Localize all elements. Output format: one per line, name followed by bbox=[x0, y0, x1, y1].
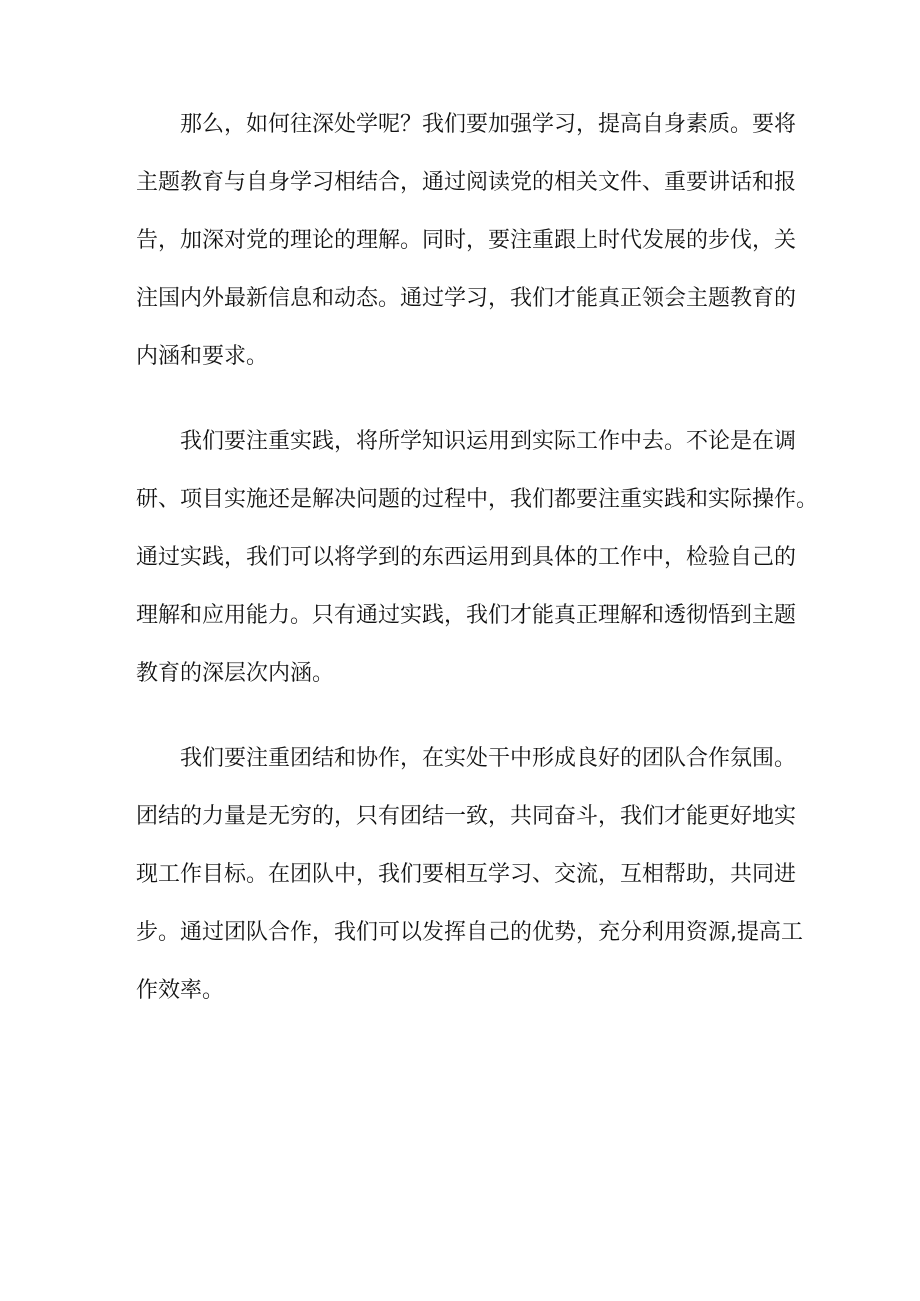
paragraph-line: 内涵和要求。 bbox=[136, 344, 269, 369]
paragraph-line: 步。通过团队合作，我们可以发挥自己的优势，充分利用资源,提高工 bbox=[136, 920, 803, 945]
paragraph-line: 我们要注重实践，将所学知识运用到实际工作中去。不论是在调 bbox=[180, 429, 797, 454]
paragraph-1 bbox=[136, 96, 808, 386]
paragraph-line: 现工作目标。在团队中，我们要相互学习、交流，互相帮助，共同进 bbox=[136, 862, 797, 887]
paragraph-line: 那么，如何往深处学呢？我们要加强学习，提高自身素质。要将 bbox=[180, 112, 797, 137]
paragraph-3 bbox=[136, 730, 808, 1020]
paragraph-line: 理解和应用能力。只有通过实践，我们才能真正理解和透彻悟到主题 bbox=[136, 603, 797, 628]
paragraph-line: 我们要注重团结和协作，在实处干中形成良好的团队合作氛围。 bbox=[180, 746, 797, 771]
paragraph-line: 通过实践，我们可以将学到的东西运用到具体的工作中，检验自己的 bbox=[136, 545, 797, 570]
paragraph-line: 教育的深层次内涵。 bbox=[136, 661, 335, 686]
paragraph-line: 研、项目实施还是解决问题的过程中，我们都要注重实践和实际操作。 bbox=[136, 487, 819, 512]
paragraph-line: 团结的力量是无穷的，只有团结一致，共同奋斗，我们才能更好地实 bbox=[136, 804, 797, 829]
paragraph-2 bbox=[136, 413, 819, 703]
paragraph-line: 告，加深对党的理论的理解。同时，要注重跟上时代发展的步伐，关 bbox=[136, 228, 797, 253]
document-body bbox=[136, 96, 819, 1047]
paragraph-line: 作效率。 bbox=[136, 978, 225, 1003]
paragraph-line: 注国内外最新信息和动态。通过学习，我们才能真正领会主题教育的 bbox=[136, 286, 797, 311]
paragraph-line: 主题教育与自身学习相结合，通过阅读党的相关文件、重要讲话和报 bbox=[136, 170, 797, 195]
